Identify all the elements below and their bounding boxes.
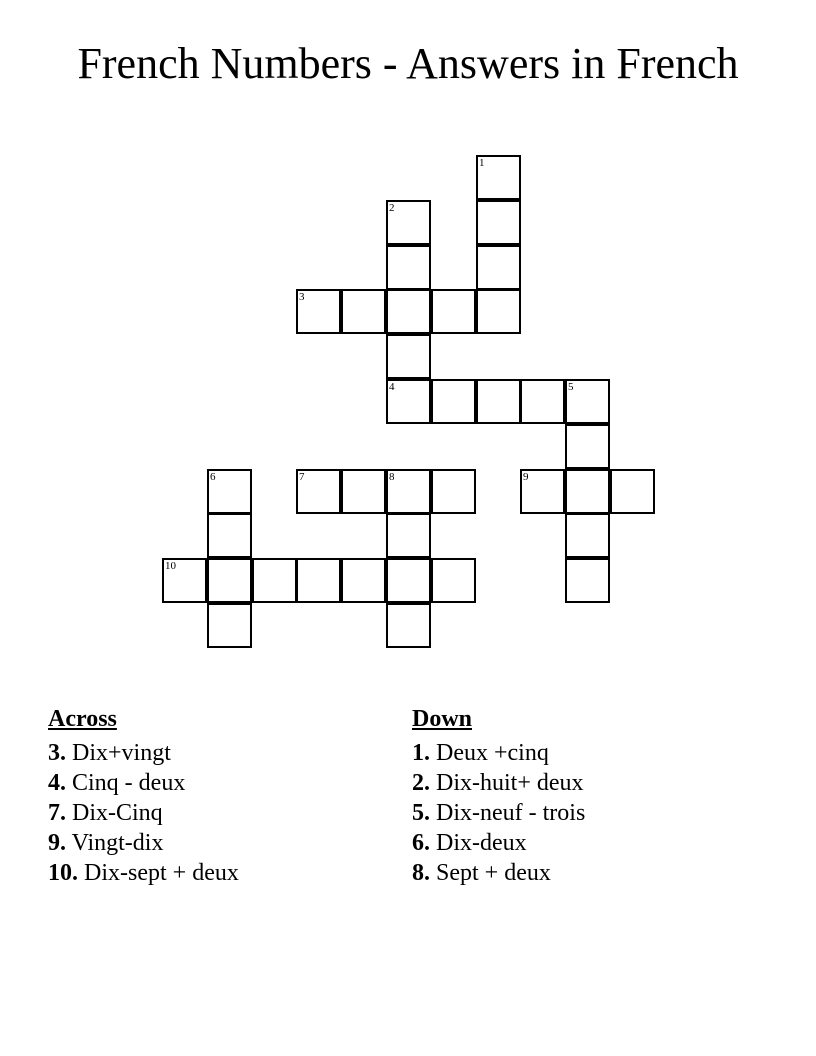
- grid-cell[interactable]: [386, 469, 431, 514]
- grid-cell[interactable]: [386, 289, 431, 334]
- clue-text: Dix-Cinq: [72, 800, 163, 826]
- clue-text: Vingt-dix: [71, 830, 164, 856]
- grid-cell[interactable]: [252, 558, 297, 603]
- across-clue: [48, 768, 239, 798]
- clue-number-label: 1: [479, 157, 485, 169]
- down-heading: Down: [412, 706, 473, 732]
- grid-cell[interactable]: [386, 200, 431, 245]
- clue-number: 7.: [48, 800, 66, 826]
- grid-cell[interactable]: [207, 513, 252, 558]
- grid-cell[interactable]: [565, 469, 610, 514]
- clue-number: 1.: [412, 740, 430, 766]
- clue-number-label: 7: [299, 471, 305, 483]
- down-clue: [412, 828, 585, 858]
- clue-number: 8.: [412, 860, 430, 886]
- across-clues-section: [48, 704, 239, 888]
- clue-text: Dix+vingt: [72, 740, 171, 766]
- grid-cell[interactable]: [565, 513, 610, 558]
- grid-cell[interactable]: [386, 334, 431, 379]
- clue-number-label: 5: [568, 381, 574, 393]
- grid-cell[interactable]: [476, 200, 521, 245]
- clue-text: Dix-huit+ deux: [436, 770, 584, 796]
- grid-cell[interactable]: [520, 469, 565, 514]
- page-title: French Numbers - Answers in French: [77, 39, 739, 88]
- clue-text: Dix-neuf - trois: [436, 800, 586, 826]
- grid-cell[interactable]: [431, 558, 476, 603]
- down-clue: [412, 738, 585, 768]
- across-clue: [48, 858, 239, 888]
- clue-number-label: 4: [389, 381, 395, 393]
- grid-cell[interactable]: [341, 469, 386, 514]
- grid-cell[interactable]: [386, 379, 431, 424]
- across-clue: [48, 738, 239, 768]
- clue-text: Dix-deux: [436, 830, 527, 856]
- grid-cell[interactable]: [207, 603, 252, 648]
- grid-cell[interactable]: [431, 469, 476, 514]
- grid-cell[interactable]: [476, 289, 521, 334]
- grid-cell[interactable]: [296, 558, 341, 603]
- down-clue: [412, 798, 585, 828]
- clue-number: 10.: [48, 860, 78, 886]
- clue-number: 3.: [48, 740, 66, 766]
- clue-number: 2.: [412, 770, 430, 796]
- across-clue: [48, 798, 239, 828]
- grid-cell[interactable]: [565, 424, 610, 469]
- grid-cell[interactable]: [476, 379, 521, 424]
- down-clue-list: [412, 738, 585, 888]
- grid-cell[interactable]: [207, 469, 252, 514]
- across-clue-list: [48, 738, 239, 888]
- clue-number: 5.: [412, 800, 430, 826]
- clue-text: Dix-sept + deux: [84, 860, 239, 886]
- clue-number-label: 3: [299, 291, 305, 303]
- clue-number: 6.: [412, 830, 430, 856]
- clue-number-label: 10: [165, 560, 176, 572]
- clue-number-label: 9: [523, 471, 529, 483]
- across-heading: Across: [48, 706, 117, 732]
- grid-cell[interactable]: [386, 513, 431, 558]
- clue-number-label: 6: [210, 471, 216, 483]
- clue-text: Cinq - deux: [72, 770, 186, 796]
- grid-cell[interactable]: [341, 289, 386, 334]
- grid-cell[interactable]: [565, 379, 610, 424]
- grid-cell[interactable]: [386, 603, 431, 648]
- grid-cell[interactable]: [431, 289, 476, 334]
- grid-cell[interactable]: [520, 379, 565, 424]
- grid-cell[interactable]: [296, 469, 341, 514]
- clue-text: Sept + deux: [436, 860, 551, 886]
- grid-cell[interactable]: [476, 155, 521, 200]
- clue-number: 4.: [48, 770, 66, 796]
- clue-number: 9.: [48, 830, 66, 856]
- grid-cell[interactable]: [386, 558, 431, 603]
- grid-cell[interactable]: [610, 469, 655, 514]
- grid-cell[interactable]: [207, 558, 252, 603]
- down-clue: [412, 858, 585, 888]
- clue-text: Deux +cinq: [436, 740, 549, 766]
- grid-cell[interactable]: [296, 289, 341, 334]
- down-clue: [412, 768, 585, 798]
- clue-number-label: 8: [389, 471, 395, 483]
- clue-number-label: 2: [389, 202, 395, 214]
- grid-cell[interactable]: [431, 379, 476, 424]
- down-clues-section: [412, 704, 585, 888]
- grid-cell[interactable]: [386, 245, 431, 290]
- grid-cell[interactable]: [341, 558, 386, 603]
- grid-cell[interactable]: [162, 558, 207, 603]
- grid-cell[interactable]: [565, 558, 610, 603]
- across-clue: [48, 828, 239, 858]
- grid-cell[interactable]: [476, 245, 521, 290]
